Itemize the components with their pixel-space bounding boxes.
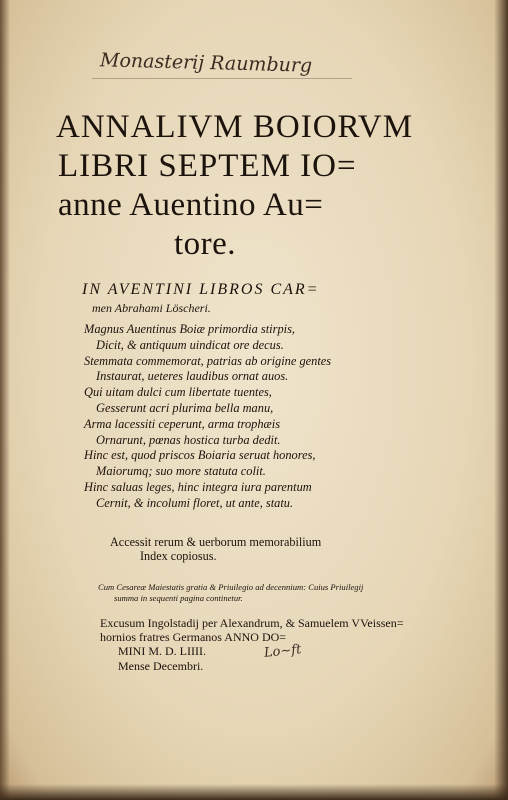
title-line-4: tore.: [174, 226, 237, 262]
poem-line: Ornarunt, pœnas hostica turba dedit.: [96, 432, 281, 447]
imprint-line-3: MINI M. D. LIIII.: [118, 644, 206, 659]
title-line-1: ANNALIVM BOIORVM: [56, 109, 414, 145]
poem-line: Gesserunt acri plurima bella manu,: [96, 400, 274, 415]
page-edge-left: [0, 0, 10, 800]
manuscript-underline: [92, 78, 352, 79]
book-title: [56, 108, 476, 264]
poem-line: Hinc est, quod priscos Boiaria seruat honores,: [84, 448, 316, 463]
poem-line: Magnus Auentinus Boiæ primordia stirpis,: [84, 322, 296, 336]
poem-block: [84, 322, 424, 512]
manuscript-ownership-note: Monasterij Raumburg: [99, 49, 313, 77]
poem-line: Cernit, & incolumi floret, ut ante, statu.: [96, 495, 294, 510]
index-note: [110, 535, 410, 563]
page-edge-right: [494, 0, 508, 800]
imprint-line-1: Excusum Ingolstadij per Alexandrum, & Samuelem VVeissen=: [100, 616, 404, 630]
poem-line: Hinc saluas leges, hinc integra iura parentum: [84, 479, 312, 494]
poem-heading-line-2: men Abrahami Löscheri.: [92, 301, 211, 315]
page-edge-bottom: [0, 784, 508, 800]
imprint-line-4: Mense Decembri.: [118, 658, 204, 673]
title-line-2: LIBRI SEPTEM IO=: [58, 148, 357, 184]
privilege-line-2: summa in sequenti pagina continetur.: [114, 593, 243, 603]
poem-line: Qui uitam dulci cum libertate tuentes,: [84, 385, 272, 400]
title-line-3: anne Auentino Au=: [58, 187, 324, 223]
imprint-line-2: hornios fratres Germanos ANNO DO=: [100, 630, 287, 645]
index-note-line-1: Accessit rerum & uerborum memorabilium: [110, 535, 322, 549]
poem-line: Stemmata commemorat, patrias ab origine gentes: [84, 353, 332, 368]
privilege-note: [98, 582, 418, 604]
poem-heading-line-1: IN AVENTINI LIBROS CAR=: [82, 281, 320, 298]
index-note-line-2: Index copiosus.: [140, 549, 217, 563]
poem-heading: [82, 280, 442, 318]
poem-line: Arma lacessiti ceperunt, arma trophæis: [84, 416, 281, 431]
poem-line: Dicit, & antiquum uindicat ore decus.: [96, 337, 284, 352]
privilege-line-1: Cum Cesareæ Maiestatis gratia & Priuilegio ad decennium: Cuius Priuilegij: [98, 582, 364, 592]
poem-line: Instaurat, ueteres laudibus ornat auos.: [96, 369, 289, 384]
handwritten-signature: Lo~ft: [263, 642, 303, 661]
imprint: [100, 616, 430, 673]
poem-line: Maiorumq; suo more statuta colit.: [96, 464, 266, 479]
